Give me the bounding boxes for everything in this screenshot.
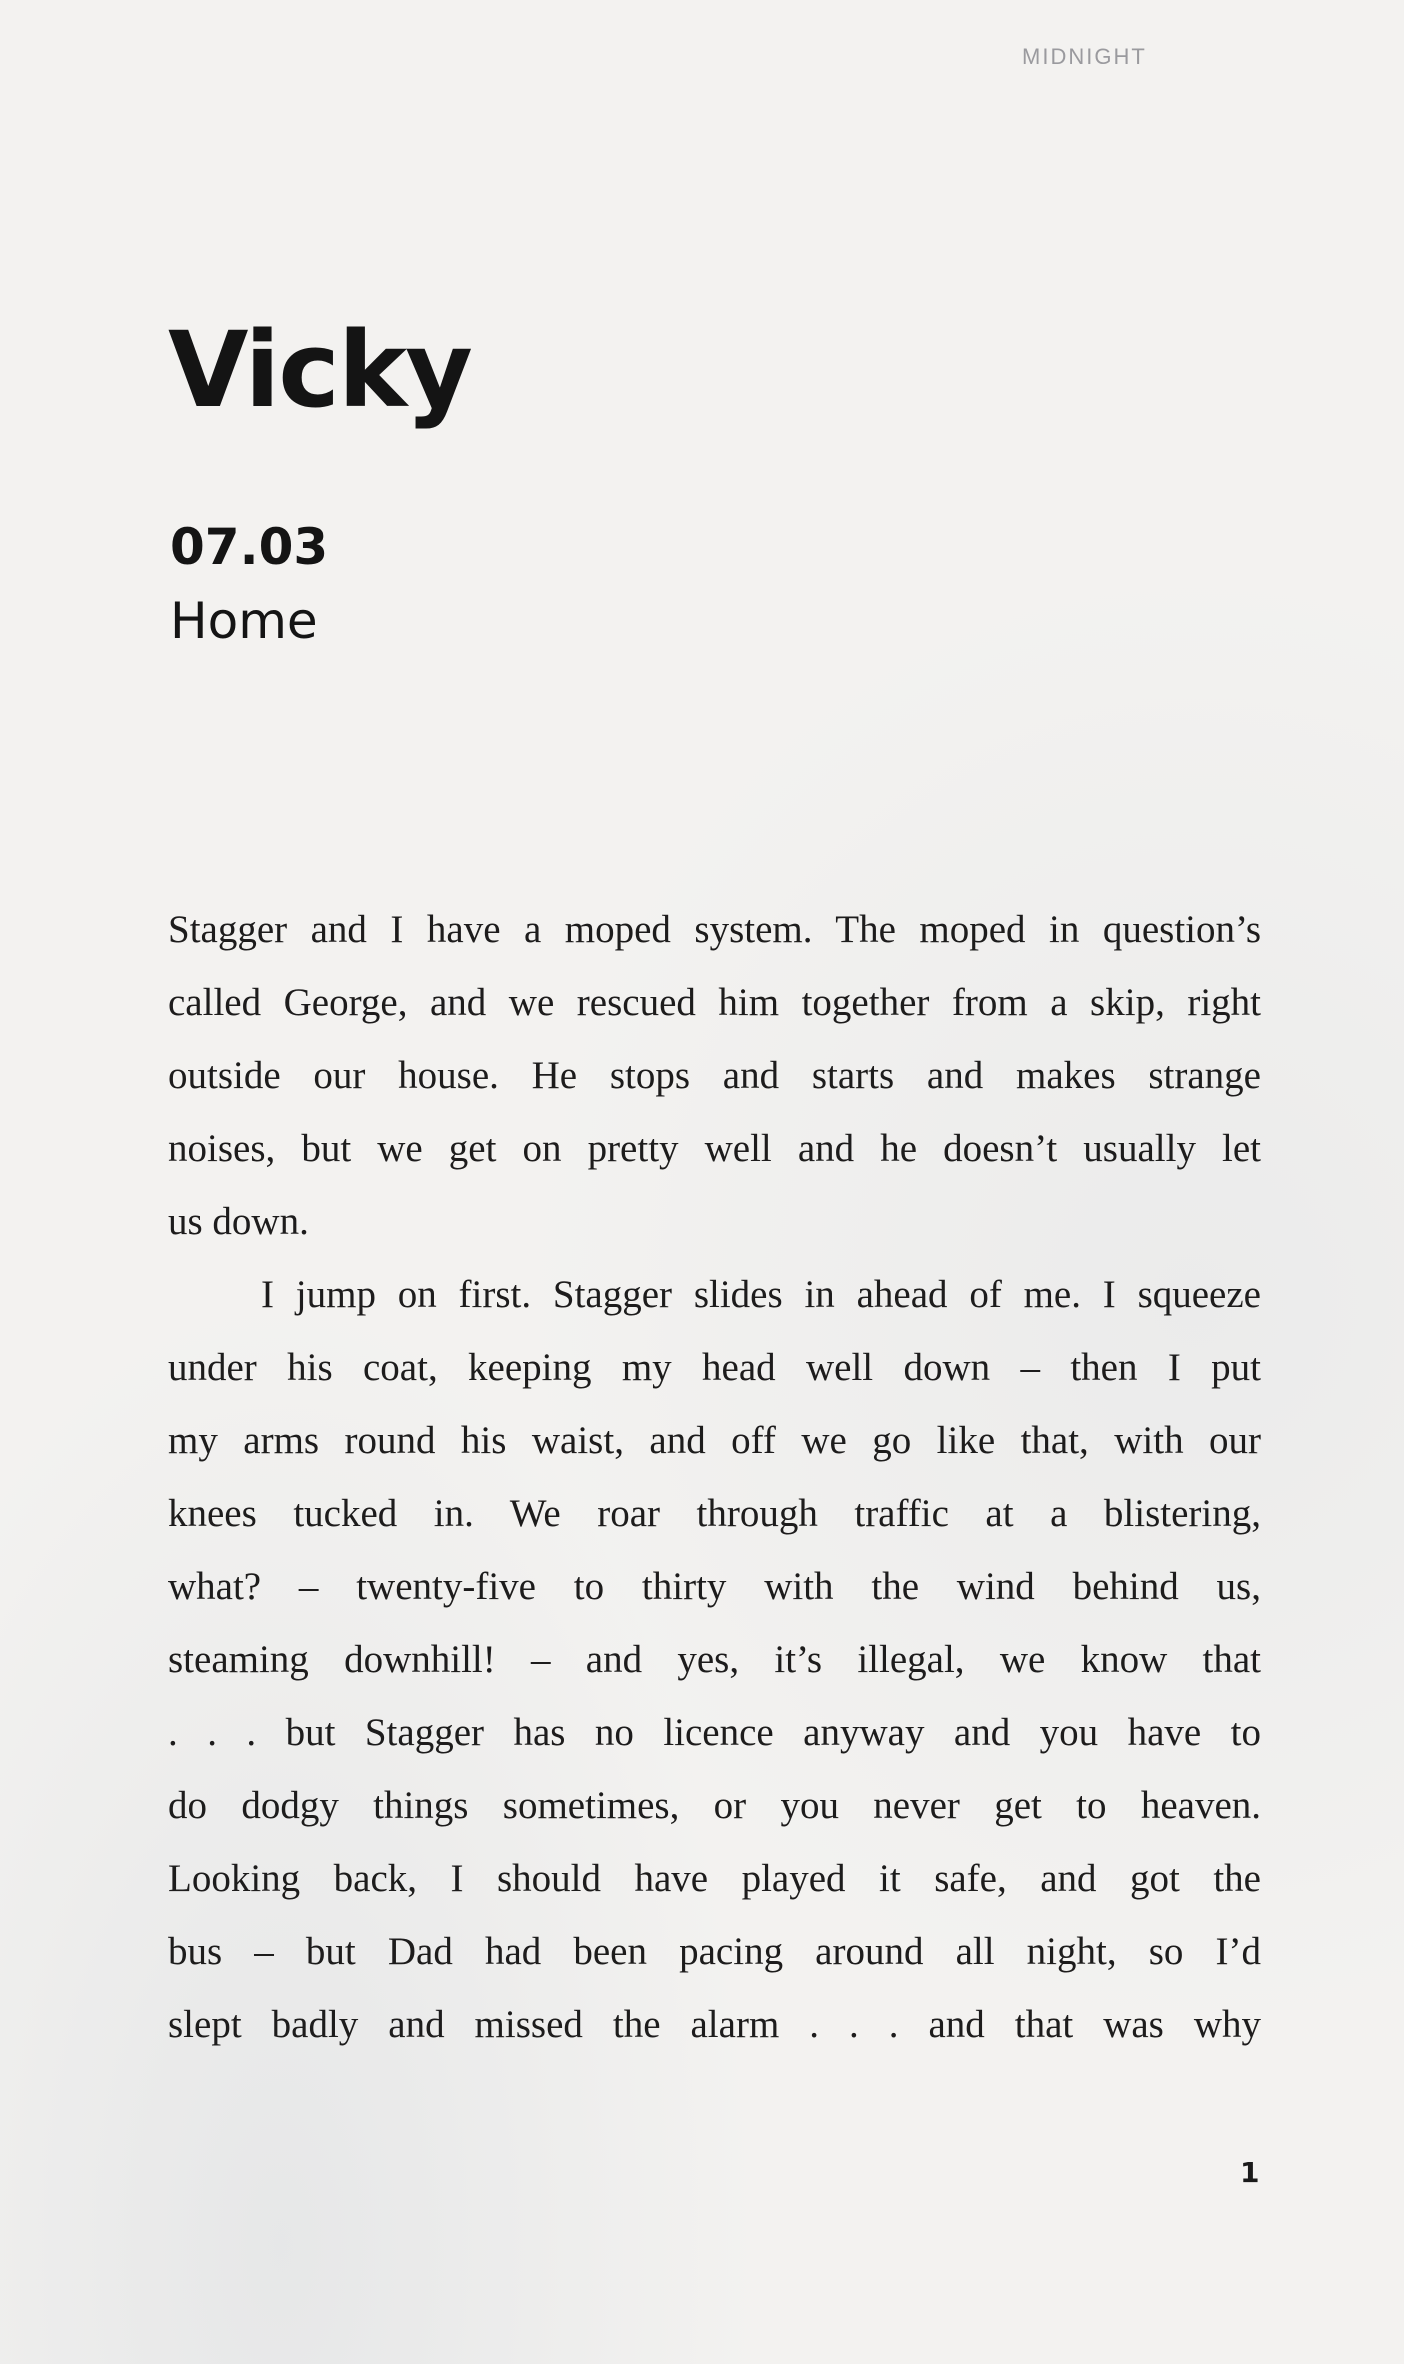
text-line: do dodgy things sometimes, or you never get to heaven. [168,1784,1261,1827]
text-line: under his coat, keeping my head well down – then I put [168,1346,1261,1389]
text-line: my arms round his waist, and off we go like that, with our [168,1419,1261,1462]
chapter-time: 07.03 [170,518,329,576]
text-line: knees tucked in. We roar through traffic at a blistering, [168,1492,1261,1535]
text-line: us down. [168,1200,309,1243]
text-line: steaming downhill! – and yes, it’s illegal, we know that [168,1638,1261,1681]
page-number: 1 [1240,2156,1260,2189]
text-line: outside our house. He stops and starts and makes strange [168,1054,1261,1097]
running-head: MIDNIGHT [1022,44,1147,69]
text-line: slept badly and missed the alarm . . . and that was why [168,2003,1261,2046]
text-line: bus – but Dad had been pacing around all night, so I’d [168,1930,1261,1973]
chapter-location: Home [170,592,318,650]
text-line: called George, and we rescued him together from a skip, right [168,981,1261,1024]
body-text [168,893,1261,2061]
chapter-title: Vicky [168,309,471,431]
text-line: noises, but we get on pretty well and he doesn’t usually let [168,1127,1261,1170]
text-line: Stagger and I have a moped system. The moped in question’s [168,908,1261,951]
text-line: Looking back, I should have played it safe, and got the [168,1857,1261,1900]
text-line: . . . but Stagger has no licence anyway and you have to [168,1711,1261,1754]
text-line: I jump on first. Stagger slides in ahead of me. I squeeze [261,1273,1261,1316]
text-line: what? – twenty-five to thirty with the wind behind us, [168,1565,1261,1608]
